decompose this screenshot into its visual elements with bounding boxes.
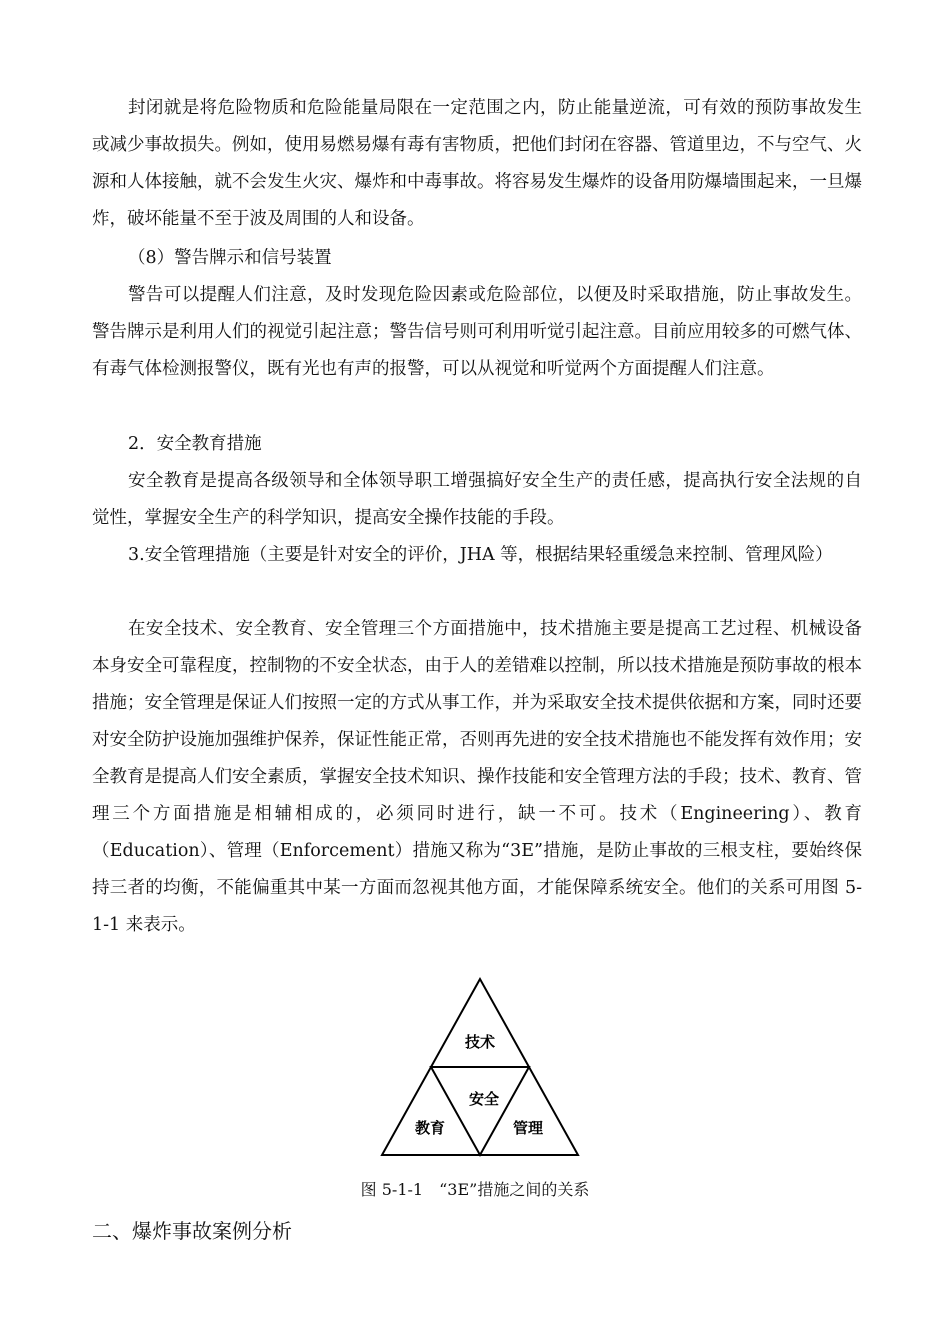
inner-triangle [431, 1067, 529, 1155]
3e-triangle-diagram [380, 975, 580, 1160]
paragraph-enclosure: 封闭就是将危险物质和危险能量局限在一定范围之内，防止能量逆流，可有效的预防事故发生或减少事故损失。例如，使用易燃易爆有毒有害物质，把他们封闭在容器、管道里边，不与空气、火源和人体接触，就不会发生火灾、爆炸和中毒事故。将容易发生爆炸的设备用防爆墙围起来，一旦爆炸，破坏能量不至于波及周围的人和设备。 [92, 98, 862, 229]
paragraph-education: 安全教育是提高各级领导和全体领导职工增强搞好安全生产的责任感，提高执行安全法规的自觉性，掌握安全生产的科学知识，提高安全操作技能的手段。 [92, 471, 862, 528]
paragraph-warning: 警告可以提醒人们注意，及时发现危险因素或危险部位，以便及时采取措施，防止事故发生。警告牌示是利用人们的视觉引起注意；警告信号则可利用听觉引起注意。目前应用较多的可燃气体、有毒气体检测报警仪，既有光也有声的报警，可以从视觉和听觉两个方面提醒人们注意。 [92, 285, 862, 379]
label-education: 教育 [414, 1119, 446, 1137]
label-engineering: 技术 [464, 1033, 496, 1051]
heading-warning-signs: （8）警告牌示和信号装置 [128, 248, 332, 268]
section-title: 二、爆炸事故案例分析 [92, 1219, 292, 1243]
figure-caption: 图 5-1-1 “3E”措施之间的关系 [360, 1180, 590, 1199]
heading-safety-education: 2．安全教育措施 [128, 434, 262, 454]
paragraph-3e-measures: 在安全技术、安全教育、安全管理三个方面措施中，技术措施主要是提高工艺过程、机械设备本身安全可靠程度，控制物的不安全状态，由于人的差错难以控制，所以技术措施是预防事故的根本措施；安全管理是保证人们按照一定的方式从事工作，并为采取安全技术提供依据和方案，同时还要对安全防护设施加强维护保养，保证性能正常，否则再先进的安全技术措施也不能发挥有效作用；安全教育是提高人们安全素质，掌握安全技术知识、操作技能和安全管理方法的手段；技术、教育、管理三个方面措施是相辅相成的，必须同时进行，缺一不可。技术（Engineering）、教育（Education）、管理（Enforcement）措施又称为“3E”措施，是防止事故的三根支柱，要始终保持三者的均衡，不能偏重其中某一方面而忽视其他方面，才能保障系统安全。他们的关系可用图 5-1-1 来表示。 [92, 619, 862, 935]
triangle-svg [380, 975, 580, 1160]
label-enforcement: 管理 [512, 1119, 544, 1137]
heading-safety-management: 3.安全管理措施（主要是针对安全的评价，JHA 等，根据结果轻重缓急来控制、管理风险） [128, 545, 833, 565]
label-safety: 安全 [468, 1090, 500, 1108]
